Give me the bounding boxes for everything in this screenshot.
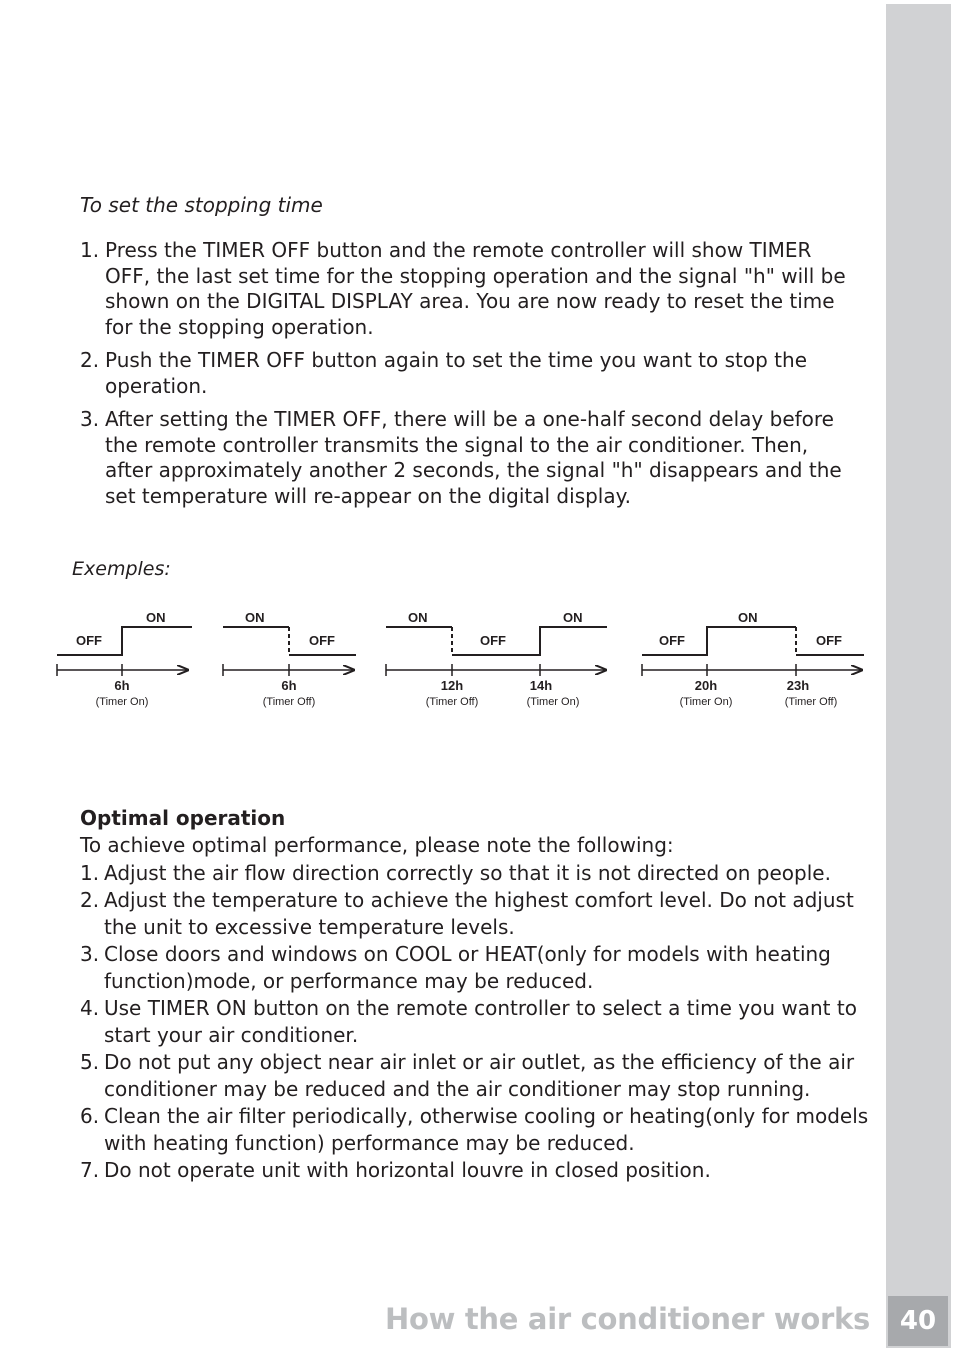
list-item: [80, 887, 870, 941]
list-item-text: Adjust the air flow direction correctly so that it is not directed on people.: [104, 861, 831, 885]
list-item-text: Do not put any object near air inlet or air outlet, as the efficiency of the air conditioner may be reduced and the air conditioner may stop running.: [104, 1050, 855, 1101]
list-item-text: Close doors and windows on COOL or HEAT(only for models with heating function)mode, or performance may be reduced.: [104, 942, 831, 993]
timer-diagrams-svg: [0, 600, 880, 715]
list-item-number: 3.: [80, 942, 100, 966]
list-item: [80, 407, 850, 509]
list-item: [80, 238, 850, 340]
time-label: 23h: [786, 678, 810, 693]
list-item-text: Do not operate unit with horizontal louvre in closed position.: [104, 1158, 711, 1182]
list-item-text: Use TIMER ON button on the remote controller to select a time you want to start your air conditioner.: [104, 996, 857, 1047]
time-label: 14h: [529, 678, 553, 693]
list-item: [80, 1103, 870, 1157]
off-label: OFF: [816, 633, 842, 648]
time-note: (Timer On): [95, 696, 149, 708]
list-item-number: 3.: [80, 407, 100, 431]
time-note: (Timer Off): [784, 696, 838, 708]
optimal-operation-intro: To achieve optimal performance, please note the following:: [80, 833, 674, 857]
timer-diagram-1: [57, 610, 192, 708]
on-label: ON: [146, 610, 166, 625]
on-label: ON: [245, 610, 265, 625]
examples-label: Exemples:: [72, 558, 171, 580]
list-item-text: Clean the air filter periodically, otherwise cooling or heating(only for models with heating function) performance may be reduced.: [104, 1104, 869, 1155]
off-label: OFF: [659, 633, 685, 648]
page-number: 40: [888, 1296, 948, 1346]
time-note: (Timer Off): [262, 696, 316, 708]
off-label: OFF: [480, 633, 506, 648]
time-label: 12h: [440, 678, 464, 693]
list-item-number: 1.: [80, 861, 100, 885]
list-item: [80, 1157, 870, 1184]
list-item-number: 7.: [80, 1158, 100, 1182]
list-item: [80, 941, 870, 995]
off-label: OFF: [309, 633, 335, 648]
state-line: [452, 627, 607, 655]
time-note: (Timer On): [679, 696, 733, 708]
on-label: ON: [738, 610, 758, 625]
stopping-steps-list: [80, 238, 850, 517]
on-label: ON: [563, 610, 583, 625]
time-note: (Timer Off): [425, 696, 479, 708]
optimal-operation-heading: Optimal operation: [80, 806, 286, 830]
list-item-number: 2.: [80, 348, 100, 372]
list-item-text: After setting the TIMER OFF, there will be a one-half second delay before the remote controller transmits the signal to the air conditioner. Then, after approximately another 2 seconds, the signal "h" disappears and the set temperature will re-appear on the digital display.: [105, 407, 842, 508]
list-item: [80, 1049, 870, 1103]
off-label: OFF: [76, 633, 102, 648]
side-bar: [886, 4, 951, 1348]
time-label: 6h: [281, 678, 297, 693]
list-item-number: 6.: [80, 1104, 100, 1128]
list-item: [80, 995, 870, 1049]
list-item-number: 1.: [80, 238, 100, 262]
list-item: [80, 860, 870, 887]
timer-diagram-4: [642, 610, 864, 708]
list-item: [80, 348, 850, 399]
list-item-number: 5.: [80, 1050, 100, 1074]
timer-diagrams: [0, 600, 880, 715]
footer-section-title: How the air conditioner works: [384, 1302, 870, 1336]
list-item-text: Push the TIMER OFF button again to set the time you want to stop the operation.: [105, 348, 807, 398]
time-label: 20h: [694, 678, 718, 693]
time-label: 6h: [114, 678, 130, 693]
stopping-time-heading: To set the stopping time: [80, 193, 323, 217]
time-note: (Timer On): [526, 696, 580, 708]
timer-diagram-2: [223, 610, 356, 708]
optimal-operation-list: [80, 860, 870, 1184]
list-item-number: 4.: [80, 996, 100, 1020]
list-item-text: Adjust the temperature to achieve the highest comfort level. Do not adjust the unit to excessive temperature levels.: [104, 888, 854, 939]
on-label: ON: [408, 610, 428, 625]
list-item-number: 2.: [80, 888, 100, 912]
timer-diagram-3: [386, 610, 607, 708]
list-item-text: Press the TIMER OFF button and the remote controller will show TIMER OFF, the last set time for the stopping operation and the signal "h" will be shown on the DIGITAL DISPLAY area. You are now ready to reset the time for the stopping operation.: [105, 238, 846, 339]
